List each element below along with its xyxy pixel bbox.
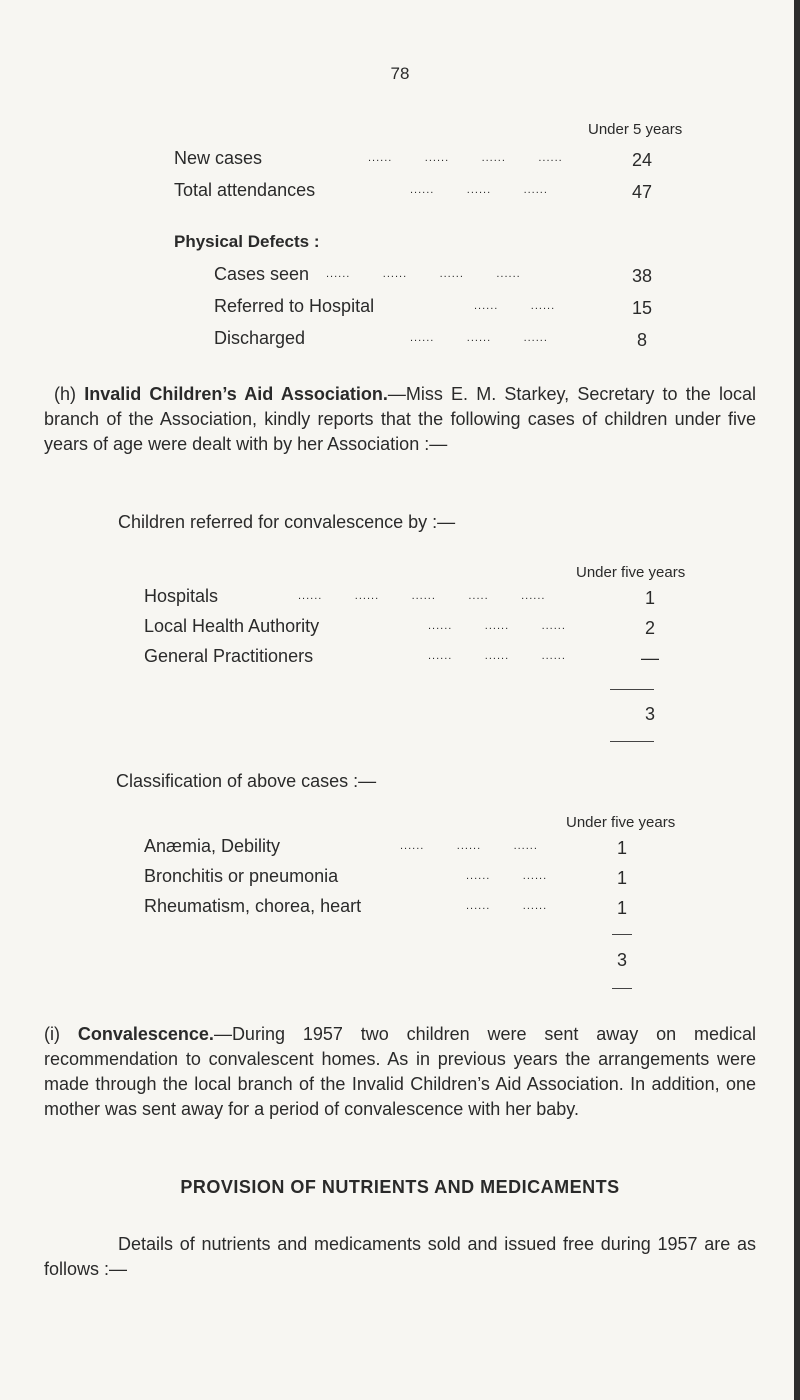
section-i-text: —During 1957 two children were sent away on medical recommendation to convalescent homes. As in previous years the arrangements were made through the local branch of the Invalid Children’s Aid Association. In addition, one mother was sent away for a period of convalescence with her baby. [44,1024,756,1119]
row-label: Referred to Hospital [214,296,375,316]
section-i-paragraph [44,1022,756,1122]
row-value: 1 [616,868,627,888]
leader-dots: ...... ...... ...... [428,620,566,632]
row-label: Cases seen [214,264,310,284]
row-value: 1 [644,588,655,608]
sum-rule [610,689,654,690]
table-row [0,646,800,672]
table-row [0,616,800,642]
leader-dots: ...... ...... ...... [428,650,566,662]
table-row [0,836,800,862]
section-i-marker: (i) [44,1024,60,1044]
leader-dots: ...... ...... [466,870,548,882]
page-number: 78 [390,64,410,83]
total-value: 3 [644,704,655,724]
section-heading: PROVISION OF NUTRIENTS AND MEDICAMENTS [180,1177,620,1197]
leader-dots: ...... ...... ...... ..... ...... [298,590,546,602]
sum-rule [610,741,654,742]
total-row [0,948,800,974]
row-value: — [641,648,659,668]
row-label: General Practitioners [144,646,314,666]
row-label: Anæmia, Debility [144,836,281,856]
row-label: Rheumatism, chorea, heart [144,896,362,916]
leader-dots: ...... ...... ...... ...... [368,152,563,164]
leader-dots: ...... ...... ...... [410,184,548,196]
leader-dots: ...... ...... [474,300,556,312]
row-label: Discharged [214,328,306,348]
sum-rule [612,988,632,989]
section-i-title: Convalescence. [77,1024,214,1044]
table-row [0,896,800,922]
total-value: 3 [616,950,627,970]
referred-column-header: Under five years [576,564,686,581]
table-row [0,264,800,290]
row-value: 8 [636,330,647,350]
row-value: 47 [631,182,653,202]
section-h-paragraph [44,382,756,457]
section-h-text: —Miss E. M. Starkey, Secretary to the local branch of the Association, kindly reports that the following cases of children under five years of age were dealt with by her Association :— [44,384,756,454]
table-row [0,328,800,354]
referred-intro: Children referred for convalescence by :— [118,512,456,532]
row-value: 24 [631,150,653,170]
row-label: Hospitals [144,586,219,606]
section-h-title: Invalid Children’s Aid Association. [84,384,388,404]
leader-dots: ...... ...... ...... [400,840,538,852]
classification-intro: Classification of above cases :— [116,771,377,791]
table-row [0,148,800,174]
row-value: 1 [616,838,627,858]
table1-column-header: Under 5 years [588,121,683,138]
closing-paragraph: Details of nutrients and medicaments sold and issued free during 1957 are as follows :— [44,1234,756,1279]
physical-defects-subheading: Physical Defects : [174,232,320,251]
row-value: 15 [631,298,653,318]
row-label: New cases [174,148,263,168]
classification-column-header: Under five years [566,814,676,831]
row-label: Total attendances [174,180,316,200]
leader-dots: ...... ...... ...... [410,332,548,344]
row-value: 1 [616,898,627,918]
leader-dots: ...... ...... ...... ...... [326,268,521,280]
row-label: Local Health Authority [144,616,320,636]
row-value: 2 [644,618,655,638]
sum-rule [612,934,632,935]
row-value: 38 [631,266,653,286]
table-row [0,586,800,612]
section-h-marker: (h) [54,384,76,404]
table-row [0,866,800,892]
table-row [0,180,800,206]
row-label: Bronchitis or pneumonia [144,866,339,886]
table-row [0,296,800,322]
total-row [0,702,800,728]
leader-dots: ...... ...... [466,900,548,912]
